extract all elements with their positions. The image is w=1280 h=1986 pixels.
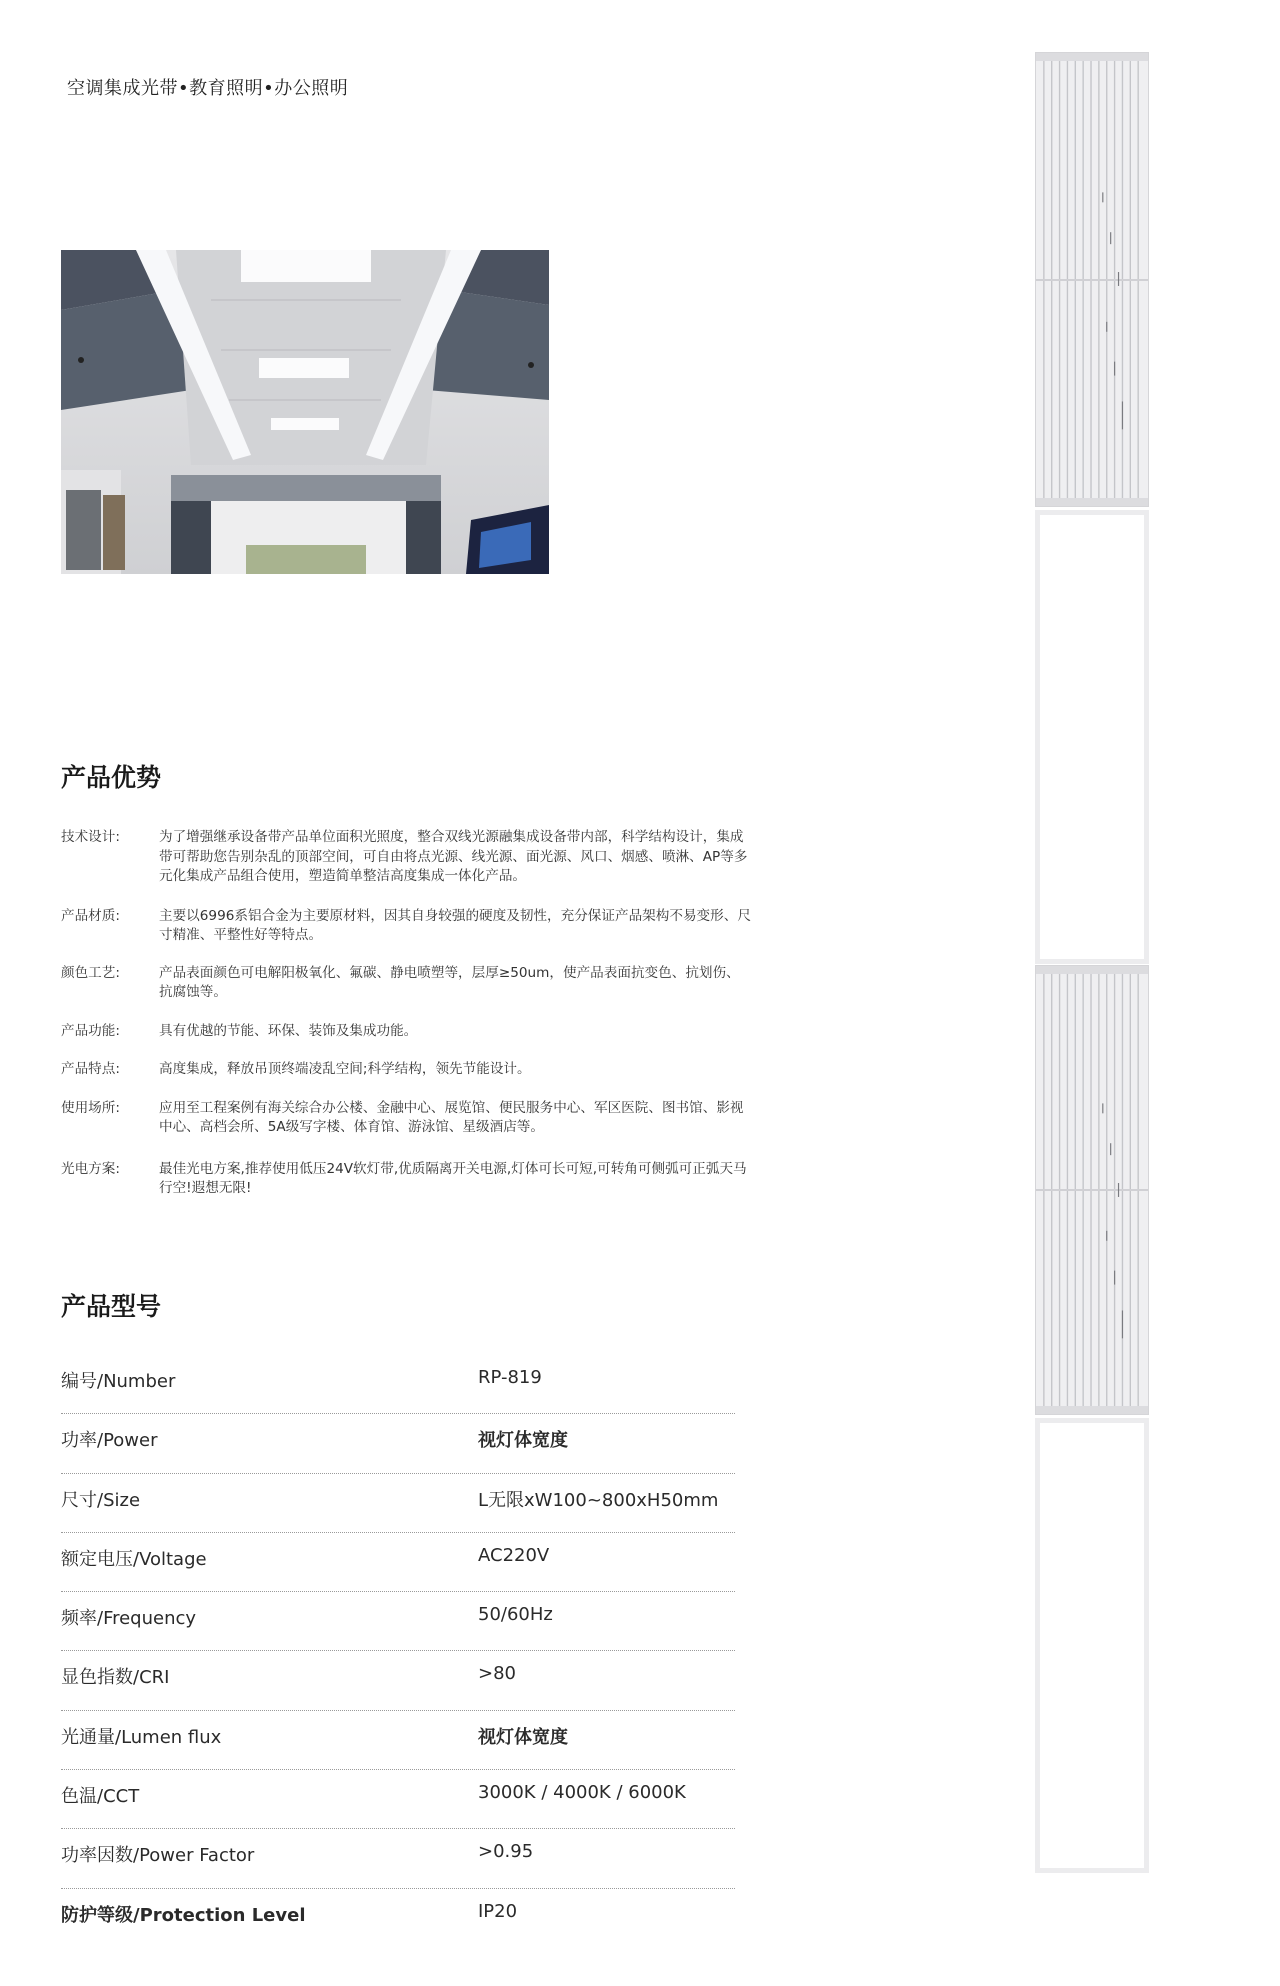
spec-key: 显色指数/CRI: [61, 1667, 170, 1689]
light-panel: [1035, 510, 1149, 964]
spec-key: 频率/Frequency: [61, 1608, 197, 1630]
advantage-text: 应用至工程案例有海关综合办公楼、金融中心、展览馆、便民服务中心、军区医院、图书馆、影视中心、高档会所、5A级写字楼、体育馆、游泳馆、星级酒店等。: [159, 1099, 744, 1135]
advantage-label: 使用场所:: [61, 1099, 120, 1116]
spec-key: 额定电压/Voltage: [61, 1548, 207, 1570]
spec-value: L无限xW100~800xH50mm: [478, 1489, 719, 1511]
advantage-item: [61, 964, 751, 1003]
spec-key: 防护等级/Protection Level: [61, 1904, 306, 1926]
spec-value: 视灯体宽度: [478, 1430, 568, 1452]
advantage-label: 颜色工艺:: [61, 964, 120, 981]
air-grille: [1035, 52, 1149, 507]
advantage-item: [61, 907, 751, 946]
spec-row: [61, 1889, 735, 1948]
advantage-label: 产品功能:: [61, 1022, 120, 1039]
ceiling-room-illustration: [61, 250, 549, 574]
spec-key: 功率/Power: [61, 1430, 158, 1452]
spec-value: AC220V: [478, 1544, 550, 1566]
advantage-text: 具有优越的节能、环保、装饰及集成功能。: [159, 1022, 418, 1039]
advantage-text: 最佳光电方案,推荐使用低压24V软灯带,优质隔离开关电源,灯体可长可短,可转角可侧弧可正弧天马行空!遐想无限!: [159, 1160, 747, 1196]
grille-slats-graphic: [1036, 53, 1148, 506]
spec-row: [61, 1711, 735, 1770]
spec-key: 编号/Number: [61, 1371, 176, 1392]
light-panel: [1035, 1418, 1149, 1873]
spec-value: 3000K / 4000K / 6000K: [478, 1782, 686, 1804]
advantages-title: 产品优势: [61, 763, 162, 792]
spec-key: 尺寸/Size: [61, 1489, 141, 1511]
advantage-text: 主要以6996系铝合金为主要原材料，因其自身较强的硬度及韧性，充分保证产品架构不易变形、尺寸精准、平整性好等特点。: [159, 907, 751, 943]
spec-table: [61, 1355, 735, 1948]
advantage-text: 产品表面颜色可电解阳极氧化、氟碳、静电喷塑等，层厚≥50um，使产品表面抗变色、抗划伤、抗腐蚀等。: [159, 964, 740, 1000]
spec-value: >0.95: [478, 1841, 534, 1863]
spec-key: 光通量/Lumen flux: [61, 1726, 222, 1748]
header-tagline: 空调集成光带•教育照明•办公照明: [67, 78, 349, 99]
advantage-item: [61, 1099, 751, 1138]
spec-row: [61, 1414, 735, 1473]
spec-row: [61, 1533, 735, 1592]
grille-slats-graphic: [1036, 966, 1148, 1414]
advantages-list: [61, 828, 751, 1199]
spec-row: [61, 1829, 735, 1888]
spec-value: IP20: [478, 1900, 518, 1922]
spec-row: [61, 1770, 735, 1829]
spec-key: 功率因数/Power Factor: [61, 1845, 255, 1867]
spec-value: RP-819: [478, 1367, 542, 1388]
product-unit-bottom: [1035, 965, 1149, 1873]
advantage-item: [61, 1022, 751, 1042]
air-grille: [1035, 965, 1149, 1415]
advantage-label: 产品特点:: [61, 1061, 120, 1077]
spec-value: 视灯体宽度: [478, 1726, 568, 1748]
spec-key: 色温/CCT: [61, 1786, 140, 1808]
advantage-item: [61, 828, 751, 887]
advantage-item: [61, 1160, 751, 1199]
spec-row: [61, 1355, 735, 1414]
hero-ceiling-photo: [61, 250, 549, 574]
advantage-text: 为了增强继承设备带产品单位面积光照度，整合双线光源融集成设备带内部，科学结构设计，集成带可帮助您告别杂乱的顶部空间，可自由将点光源、线光源、面光源、风口、烟感、喷淋、AP等多元化集成产品组合使用，塑造简单整洁高度集成一体化产品。: [159, 829, 748, 884]
advantage-item: [61, 1060, 751, 1080]
spec-row: [61, 1651, 735, 1710]
spec-row: [61, 1474, 735, 1533]
advantage-label: 技术设计:: [61, 829, 120, 845]
models-title: 产品型号: [61, 1292, 162, 1321]
advantage-label: 光电方案:: [61, 1160, 120, 1177]
spec-value: >80: [478, 1663, 516, 1685]
advantage-text: 高度集成，释放吊顶终端凌乱空间;科学结构，领先节能设计。: [159, 1061, 531, 1077]
product-unit-top: [1035, 52, 1149, 964]
spec-row: [61, 1592, 735, 1651]
advantage-label: 产品材质:: [61, 907, 120, 924]
spec-value: 50/60Hz: [478, 1604, 553, 1626]
